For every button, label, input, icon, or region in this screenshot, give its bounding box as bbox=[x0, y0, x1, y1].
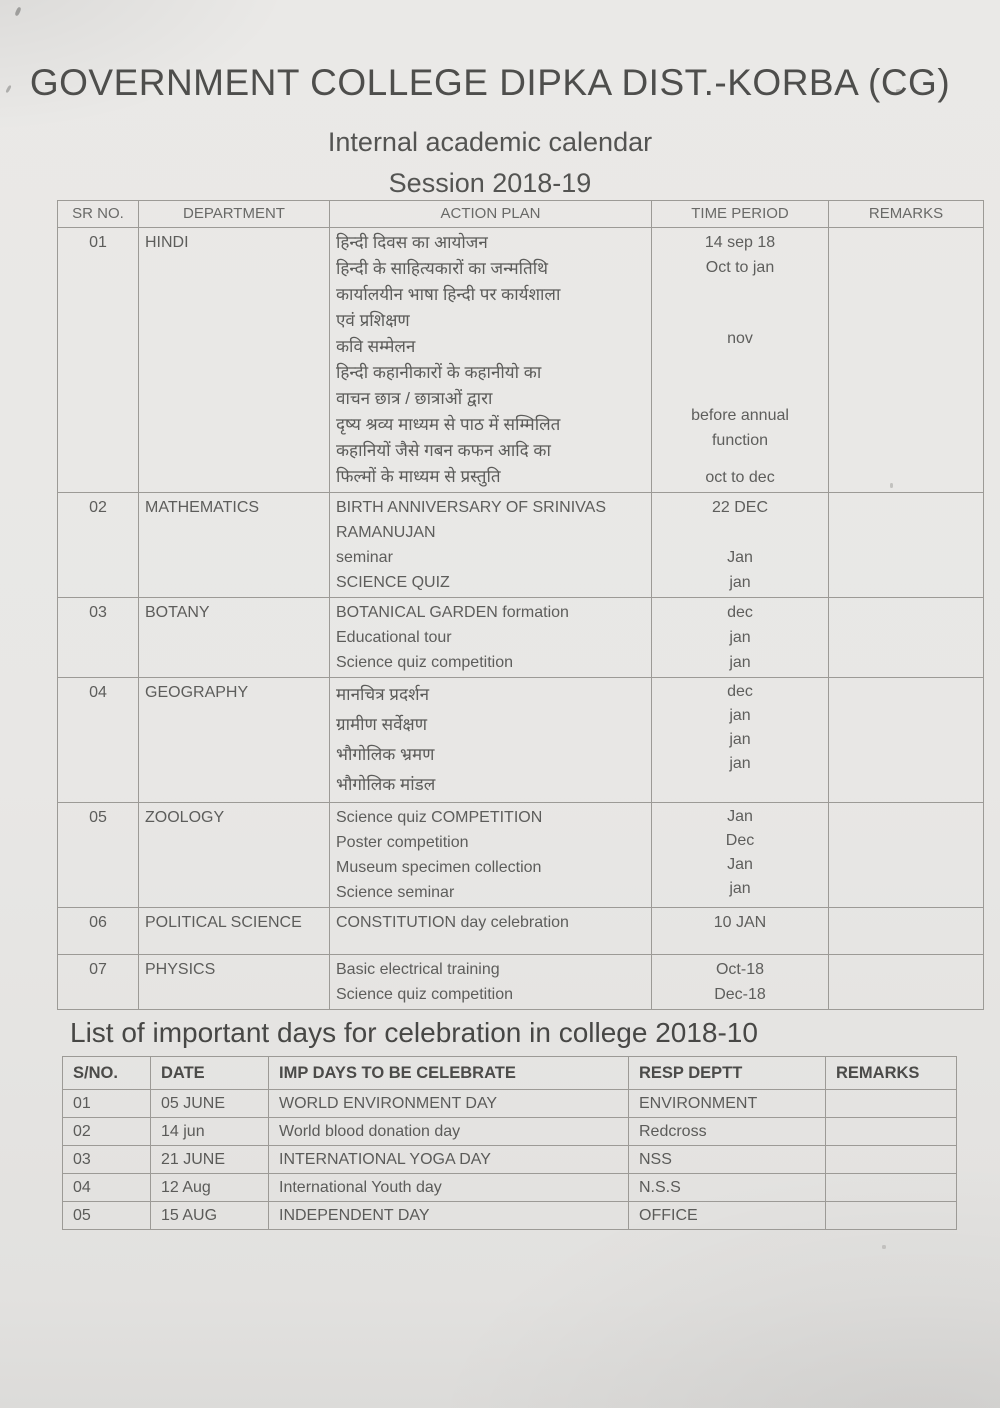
time-line: jan bbox=[729, 574, 751, 591]
cell-action-plan bbox=[330, 678, 652, 803]
cell-day: INDEPENDENT DAY bbox=[269, 1202, 629, 1230]
action-line: RAMANUJAN bbox=[336, 524, 436, 541]
time-line: Jan bbox=[727, 549, 753, 566]
cell-dept: NSS bbox=[629, 1146, 826, 1174]
cell-time-period bbox=[652, 678, 829, 803]
time-line: oct to dec bbox=[705, 469, 775, 486]
cell-sr: 06 bbox=[58, 908, 139, 955]
action-line: SCIENCE QUIZ bbox=[336, 574, 450, 591]
table-row-mathematics bbox=[58, 493, 984, 598]
action-line: कवि सम्मेलन bbox=[336, 337, 416, 356]
table-header-row bbox=[58, 201, 984, 228]
col-header-remarks: REMARKS bbox=[826, 1057, 957, 1090]
table-row-zoology bbox=[58, 803, 984, 908]
action-line: हिन्दी कहानीकारों के कहानीयो का bbox=[336, 363, 542, 382]
action-line: हिन्दी के साहित्यकारों का जन्मतिथि bbox=[336, 259, 548, 278]
time-line: Dec-18 bbox=[714, 986, 766, 1003]
cell-dept: N.S.S bbox=[629, 1174, 826, 1202]
time-line: dec bbox=[727, 683, 753, 700]
col-header-sno: S/NO. bbox=[63, 1057, 151, 1090]
cell-time-period bbox=[652, 228, 829, 493]
cell-time-period bbox=[652, 493, 829, 598]
page-subtitle: Internal academic calendar bbox=[327, 127, 653, 157]
action-line: ग्रामीण सर्वेक्षण bbox=[336, 715, 427, 734]
cell-remarks bbox=[826, 1118, 957, 1146]
cell-remarks bbox=[826, 1090, 957, 1118]
page-title: GOVERNMENT COLLEGE DIPKA DIST.-KORBA (CG) bbox=[29, 62, 951, 103]
cell-department: GEOGRAPHY bbox=[139, 678, 330, 803]
action-line: फिल्मों के माध्यम से प्रस्तुति bbox=[336, 467, 501, 486]
cell-remarks bbox=[829, 803, 984, 908]
important-day-row bbox=[63, 1090, 957, 1118]
cell-day: INTERNATIONAL YOGA DAY bbox=[269, 1146, 629, 1174]
cell-time-period bbox=[652, 803, 829, 908]
cell-sno: 03 bbox=[63, 1146, 151, 1174]
action-line: दृष्य श्रव्य माध्यम से पाठ में सम्मिलित bbox=[336, 415, 561, 434]
col-header-date: DATE bbox=[151, 1057, 269, 1090]
cell-department: POLITICAL SCIENCE bbox=[139, 908, 330, 955]
cell-department: ZOOLOGY bbox=[139, 803, 330, 908]
cell-time-period bbox=[652, 598, 829, 678]
time-line: 10 JAN bbox=[713, 914, 767, 931]
cell-remarks bbox=[829, 493, 984, 598]
academic-calendar-table bbox=[57, 200, 984, 1010]
cell-remarks bbox=[829, 908, 984, 955]
time-line: Oct-18 bbox=[715, 961, 764, 978]
important-days-title: List of important days for celebration in college 2018-10 bbox=[70, 1017, 758, 1048]
cell-remarks bbox=[829, 598, 984, 678]
cell-day: World blood donation day bbox=[269, 1118, 629, 1146]
action-line: Museum specimen collection bbox=[336, 859, 542, 876]
action-line: Science quiz competition bbox=[336, 986, 513, 1003]
cell-department: MATHEMATICS bbox=[139, 493, 330, 598]
time-line: jan bbox=[729, 654, 751, 671]
cell-sno: 05 bbox=[63, 1202, 151, 1230]
col-header-time-period: TIME PERIOD bbox=[652, 201, 829, 228]
action-line: Poster competition bbox=[336, 834, 469, 851]
cell-sr: 03 bbox=[58, 598, 139, 678]
action-line: भौगोलिक भ्रमण bbox=[336, 745, 435, 764]
col-header-resp-deptt: RESP DEPTT bbox=[629, 1057, 826, 1090]
important-day-row bbox=[63, 1174, 957, 1202]
cell-department: BOTANY bbox=[139, 598, 330, 678]
time-line: dec bbox=[727, 604, 753, 621]
cell-action-plan bbox=[330, 228, 652, 493]
col-header-remarks: REMARKS bbox=[829, 201, 984, 228]
cell-remarks bbox=[826, 1174, 957, 1202]
important-day-row bbox=[63, 1146, 957, 1174]
scan-artifact bbox=[882, 1245, 886, 1249]
time-line: jan bbox=[729, 707, 751, 724]
cell-dept: Redcross bbox=[629, 1118, 826, 1146]
cell-sno: 04 bbox=[63, 1174, 151, 1202]
cell-date: 12 Aug bbox=[151, 1174, 269, 1202]
action-line: Science quiz competition bbox=[336, 654, 513, 671]
table-row-physics bbox=[58, 955, 984, 1010]
time-line: Jan bbox=[727, 856, 753, 873]
action-line: BIRTH ANNIVERSARY OF SRINIVAS bbox=[336, 499, 606, 516]
table-header-row bbox=[63, 1057, 957, 1090]
cell-remarks bbox=[829, 678, 984, 803]
cell-sr: 01 bbox=[58, 228, 139, 493]
cell-time-period bbox=[652, 955, 829, 1010]
scan-artifact bbox=[14, 7, 21, 17]
time-line: 22 DEC bbox=[711, 499, 769, 516]
col-header-action-plan: ACTION PLAN bbox=[330, 201, 652, 228]
cell-remarks bbox=[826, 1146, 957, 1174]
cell-sno: 02 bbox=[63, 1118, 151, 1146]
action-line: एवं प्रशिक्षण bbox=[336, 311, 410, 330]
action-line: वाचन छात्र / छात्राओं द्वारा bbox=[336, 389, 493, 408]
action-line: BOTANICAL GARDEN formation bbox=[336, 604, 569, 621]
cell-date: 14 jun bbox=[151, 1118, 269, 1146]
cell-day: WORLD ENVIRONMENT DAY bbox=[269, 1090, 629, 1118]
important-days-table bbox=[62, 1056, 957, 1230]
action-line: Science seminar bbox=[336, 884, 455, 901]
cell-action-plan bbox=[330, 955, 652, 1010]
cell-day: International Youth day bbox=[269, 1174, 629, 1202]
time-line: Jan bbox=[727, 808, 753, 825]
time-line: jan bbox=[729, 755, 751, 772]
cell-date: 21 JUNE bbox=[151, 1146, 269, 1174]
action-line: कहानियों जैसे गबन कफन आदि का bbox=[336, 441, 551, 460]
time-line: before annual bbox=[691, 407, 789, 424]
time-line: function bbox=[711, 432, 769, 449]
cell-sr: 02 bbox=[58, 493, 139, 598]
cell-sr: 05 bbox=[58, 803, 139, 908]
cell-dept: ENVIRONMENT bbox=[629, 1090, 826, 1118]
action-line: Basic electrical training bbox=[336, 961, 500, 978]
session-subtitle: Session 2018-19 bbox=[388, 168, 592, 198]
col-header-imp-days: IMP DAYS TO BE CELEBRATE bbox=[269, 1057, 629, 1090]
cell-action-plan bbox=[330, 598, 652, 678]
time-line: Oct to jan bbox=[705, 259, 775, 276]
table-row-botany bbox=[58, 598, 984, 678]
cell-time-period bbox=[652, 908, 829, 955]
time-line: 14 sep 18 bbox=[704, 234, 776, 251]
table-row-political-science bbox=[58, 908, 984, 955]
cell-date: 05 JUNE bbox=[151, 1090, 269, 1118]
cell-department: HINDI bbox=[139, 228, 330, 493]
cell-action-plan bbox=[330, 493, 652, 598]
time-line: Dec bbox=[725, 832, 755, 849]
cell-department: PHYSICS bbox=[139, 955, 330, 1010]
important-day-row bbox=[63, 1118, 957, 1146]
action-line: Educational tour bbox=[336, 629, 452, 646]
cell-sr: 07 bbox=[58, 955, 139, 1010]
table-row-hindi bbox=[58, 228, 984, 493]
time-line: jan bbox=[729, 880, 751, 897]
cell-action-plan bbox=[330, 803, 652, 908]
table-row-geography bbox=[58, 678, 984, 803]
time-line: jan bbox=[729, 629, 751, 646]
cell-sr: 04 bbox=[58, 678, 139, 803]
action-line: कार्यालयीन भाषा हिन्दी पर कार्यशाला bbox=[336, 285, 561, 304]
col-header-department: DEPARTMENT bbox=[139, 201, 330, 228]
col-header-sr-no: SR NO. bbox=[58, 201, 139, 228]
time-line: jan bbox=[729, 731, 751, 748]
cell-sno: 01 bbox=[63, 1090, 151, 1118]
important-day-row bbox=[63, 1202, 957, 1230]
cell-dept: OFFICE bbox=[629, 1202, 826, 1230]
action-line: seminar bbox=[336, 549, 393, 566]
time-line: nov bbox=[727, 330, 753, 347]
cell-action-plan bbox=[330, 908, 652, 955]
action-line: हिन्दी दिवस का आयोजन bbox=[336, 233, 488, 252]
action-line: CONSTITUTION day celebration bbox=[336, 914, 569, 931]
action-line: Science quiz COMPETITION bbox=[336, 809, 543, 826]
cell-remarks bbox=[829, 955, 984, 1010]
cell-date: 15 AUG bbox=[151, 1202, 269, 1230]
cell-remarks bbox=[829, 228, 984, 493]
cell-remarks bbox=[826, 1202, 957, 1230]
action-line: भौगोलिक मांडल bbox=[336, 775, 436, 794]
action-line: मानचित्र प्रदर्शन bbox=[336, 685, 430, 704]
